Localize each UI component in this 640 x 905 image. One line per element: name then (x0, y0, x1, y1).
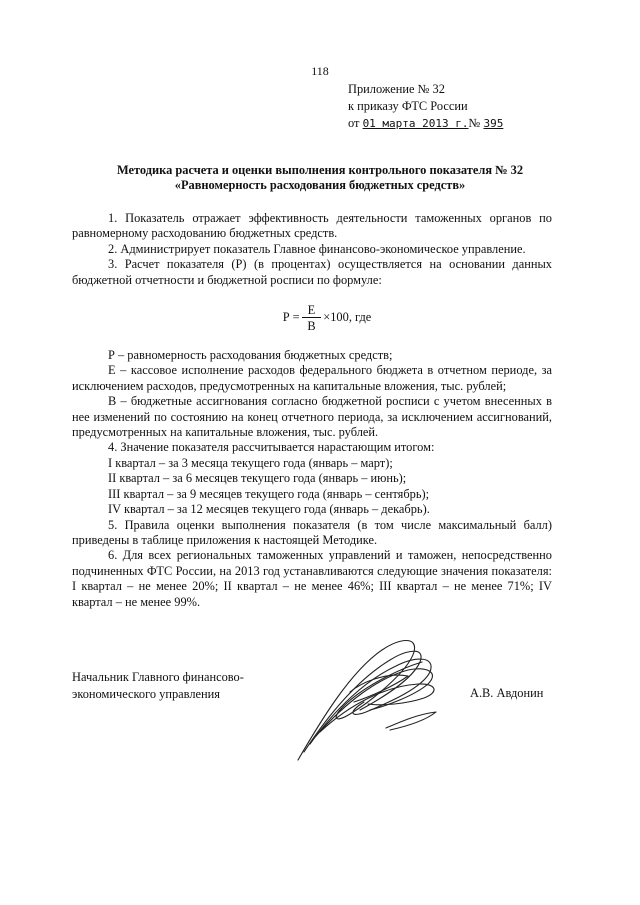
list-item: III квартал – за 9 месяцев текущего года (январь – сентябрь); (108, 486, 430, 501)
list-item: IV квартал – за 12 месяцев текущего года (январь – декабрь). (108, 502, 430, 517)
title-line-1: Методика расчета и оценки выполнения контрольного показателя № 32 (116, 163, 524, 177)
list-item: I квартал – за 3 месяца текущего года (январь – март); (108, 455, 393, 470)
paragraph-4: 4. Значение показателя рассчитывается нарастающим итогом: (108, 440, 435, 455)
paragraph-5: 5. Правила оценки выполнения показателя (в том числе максимальный балл) приведены в таблице приложения к настоящей Методике. (72, 517, 552, 547)
handwritten-signature-icon (290, 632, 450, 762)
paragraph-6: 6. Для всех региональных таможенных управлений и таможен, непосредственно подчиненных ФТС России, на 2013 год устанавливаются следующие значения показателя: I квартал – не менее 20%; II квартал – не менее 46%; III квартал – не менее 71%; IV квартал – не менее 99%. (72, 548, 552, 609)
appendix-order-ref: к приказу ФТС России (348, 99, 468, 113)
appendix-header (348, 81, 608, 132)
position-line-1: Начальник Главного финансово- (72, 670, 244, 684)
paragraph-2: 2. Администрирует показатель Главное финансово-экономическое управление. (108, 241, 526, 256)
formula-lhs: Р = (282, 310, 300, 325)
paragraph-1: 1. Показатель отражает эффективность деятельности таможенных органов по равномерному расходованию бюджетных средств. (72, 211, 552, 241)
page-number: 118 (311, 64, 329, 78)
signatory-name: А.В. Авдонин (470, 686, 544, 700)
order-prefix: от (348, 116, 360, 130)
definition-p: Р – равномерность расходования бюджетных средств; (108, 348, 393, 363)
quarter-list (72, 456, 552, 518)
order-date: 01 марта 2013 г. (362, 117, 469, 130)
formula (102, 298, 552, 338)
title-line-2: «Равномерность расходования бюджетных средств» (174, 178, 466, 192)
order-number-prefix: № (468, 116, 481, 130)
appendix-order-line (348, 115, 608, 132)
definition-e: Е – кассовое исполнение расходов федерального бюджета в отчетном периоде, за исключением расходов, предусмотренных на капитальные вложения, тыс. рублей; (72, 363, 552, 393)
position-line-2: экономического управления (72, 687, 221, 701)
document-title (60, 163, 580, 193)
formula-fraction (302, 303, 322, 333)
formula-denominator: В (307, 319, 316, 334)
definition-b: В – бюджетные ассигнования согласно бюджетной росписи с учетом внесенных в нее изменений по состоянию на конец отчетного периода, за исключением ассигнований, предусмотренных на капитальные вложения, тыс. рублей. (72, 394, 552, 440)
order-number: 395 (483, 117, 504, 130)
list-item: II квартал – за 6 месяцев текущего года (январь – июнь); (108, 471, 407, 486)
paragraph-3: 3. Расчет показателя (Р) (в процентах) осуществляется на основании данных бюджетной отчетности и бюджетной росписи по формуле: (72, 257, 552, 287)
appendix-number: Приложение № 32 (348, 82, 445, 96)
formula-rhs: ×100, где (323, 310, 372, 325)
signatory-position (72, 669, 312, 703)
formula-numerator: Е (302, 303, 322, 318)
document-body (72, 211, 552, 610)
